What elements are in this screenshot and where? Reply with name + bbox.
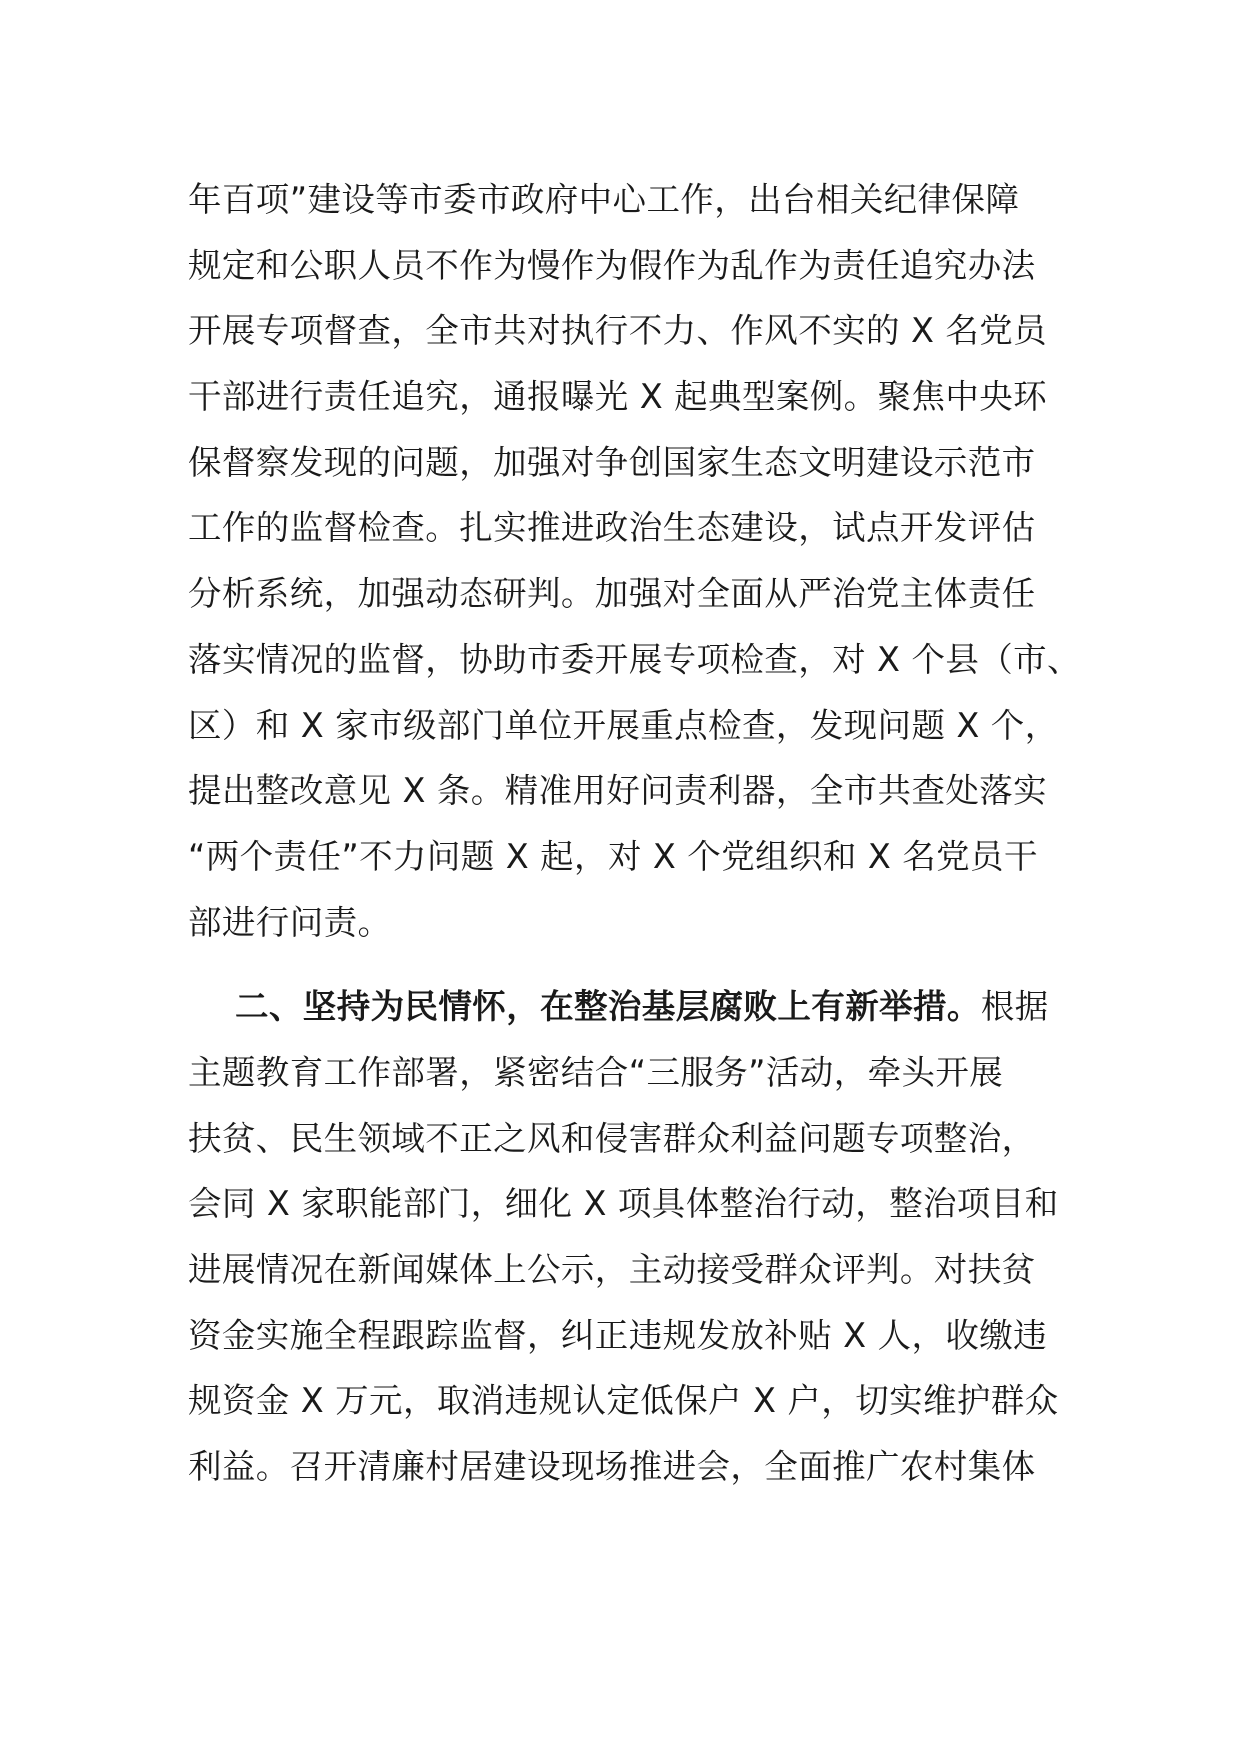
text-line: 进展情况在新闻媒体上公示，主动接受群众评判。对扶贫 <box>188 1250 1036 1289</box>
heading-trailing-text: 根据 <box>980 987 1049 1027</box>
text-line: 会同 X 家职能部门，细化 X 项具体整治行动，整治项目和 <box>188 1184 1059 1224</box>
text-line: 规定和公职人员不作为慢作为假作为乱作为责任追究办法 <box>188 245 1036 285</box>
text-line: 区）和 X 家市级部门单位开展重点检查，发现问题 X 个， <box>188 705 1059 745</box>
text-line: 保督察发现的问题，加强对争创国家生态文明建设示范市 <box>188 442 1036 482</box>
text-line: 主题教育工作部署，紧密结合“三服务”活动，牵头开展 <box>188 1052 1004 1092</box>
text-line: 提出整改意见 X 条。精准用好问责利器，全市共查处落实 <box>188 771 1048 811</box>
section-heading: 二、坚持为民情怀，在整治基层腐败上有新举措。 <box>235 987 981 1027</box>
text-line: 工作的监督检查。扎实推进政治生态建设，试点开发评估 <box>188 508 1036 548</box>
text-line: “两个责任”不力问题 X 起，对 X 个党组织和 X 名党员干 <box>188 836 1038 876</box>
text-line: 分析系统，加强动态研判。加强对全面从严治党主体责任 <box>188 574 1036 614</box>
document-body <box>188 167 1081 1500</box>
text-line: 落实情况的监督，协助市委开展专项检查，对 X 个县（市、 <box>188 639 1081 679</box>
paragraph-1 <box>188 167 1081 955</box>
paragraph-spacer <box>188 955 1068 974</box>
text-line: 部进行问责。 <box>188 902 392 942</box>
text-line: 规资金 X 万元，取消违规认定低保户 X 户，切实维护群众 <box>188 1381 1059 1421</box>
text-line: 扶贫、民生领域不正之风和侵害群众利益问题专项整治， <box>188 1118 1036 1158</box>
paragraph-2 <box>188 974 1068 1500</box>
text-line: 资金实施全程跟踪监督，纠正违规发放补贴 X 人，收缴违 <box>188 1315 1048 1355</box>
text-line: 利益。召开清廉村居建设现场推进会，全面推广农村集体 <box>188 1447 1036 1487</box>
text-line: 年百项”建设等市委市政府中心工作，出台相关纪律保障 <box>188 180 1020 219</box>
text-line: 干部进行责任追究，通报曝光 X 起典型案例。聚焦中央环 <box>188 377 1048 417</box>
text-line-first <box>188 974 1068 1040</box>
text-line: 开展专项督查，全市共对执行不力、作风不实的 X 名党员 <box>188 311 1048 351</box>
